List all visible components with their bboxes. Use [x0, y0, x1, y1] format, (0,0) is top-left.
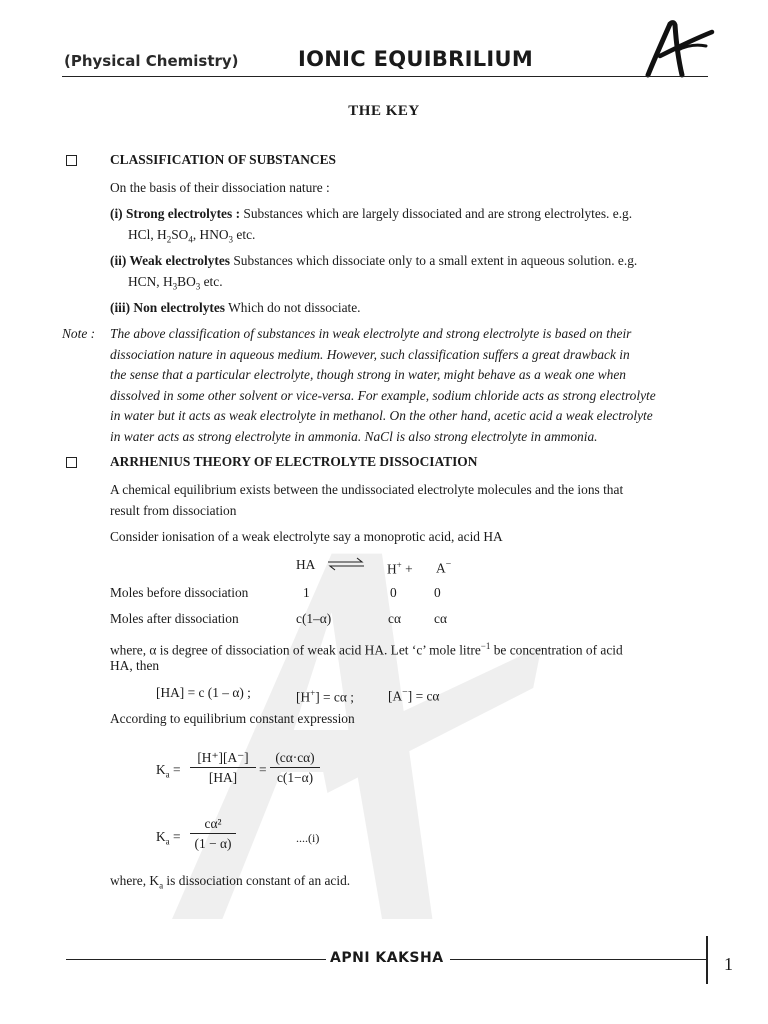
reactant-ha: HA [296, 557, 316, 572]
subscript: a [159, 880, 164, 891]
note-line: in water but it acts as weak electrolyte in methanol. On the other hand, acetic acid a weak electrolyte [110, 408, 653, 423]
conc-part: [H [296, 689, 311, 705]
fraction-denominator: (1 − α) [194, 836, 232, 851]
where-line [110, 637, 623, 659]
footer-vertical-rule [706, 936, 708, 984]
apni-kaksha-logo-icon [640, 20, 716, 78]
ka-symbol [156, 828, 181, 851]
strong-ex-part: SO [171, 227, 189, 242]
classification-intro: On the basis of their dissociation nature : [110, 180, 330, 195]
checkbox-bullet-icon [66, 155, 77, 166]
where-part: is dissociation constant of an acid. [163, 873, 351, 888]
fraction-ka-3 [190, 816, 236, 852]
fraction-denominator: c(1−α) [276, 770, 314, 785]
subscript: 3 [195, 281, 201, 292]
note-line: The above classification of substances in weak electrolyte and strong electrolyte is based on their [110, 326, 632, 341]
footer-divider [450, 959, 708, 960]
fraction-ka-2 [270, 750, 320, 786]
fraction-numerator: (cα·cα) [270, 750, 320, 768]
subscript: 3 [228, 234, 234, 245]
weak-label: (ii) Weak electrolytes [110, 253, 230, 268]
fraction-denominator: [HA] [208, 770, 238, 785]
subscript: a [165, 836, 170, 847]
row-label-before: Moles before dissociation [110, 585, 249, 600]
strong-ex-part: etc. [236, 227, 256, 242]
superscript: −1 [480, 641, 491, 651]
conc-part: [A [388, 688, 403, 704]
k-symbol: K [156, 829, 166, 844]
superscript: + [396, 560, 402, 570]
weak-ex-part: etc. [203, 274, 223, 289]
weak-electrolytes-line [110, 252, 637, 270]
note-label: Note : [62, 326, 96, 341]
fraction-ka-1 [190, 750, 256, 786]
value-cell: 0 [434, 585, 441, 600]
subscript: 2 [166, 234, 172, 245]
where-part: be concentration of acid [490, 642, 623, 658]
weak-ex-part: BO [177, 274, 196, 289]
note-line: dissociation nature in aqueous medium. However, such classification suffers a great drawback in [110, 347, 630, 362]
non-text: Which do not dissociate. [228, 300, 361, 315]
weak-ex-part: HCN, H [128, 274, 173, 289]
arrhenius-paragraph: A chemical equilibrium exists between the undissociated electrolyte molecules and the ions that [110, 482, 624, 497]
according-line: According to equilibrium constant expression [110, 711, 355, 726]
where-part: where, K [110, 873, 160, 888]
value-cell: cα [388, 611, 401, 626]
superscript: − [402, 687, 408, 698]
weak-text: Substances which dissociate only to a small extent in aqueous solution. e.g. [233, 253, 638, 268]
ka-symbol [156, 761, 181, 784]
arrhenius-paragraph: result from dissociation [110, 503, 237, 518]
value-cell: c(1–α) [296, 611, 332, 626]
equals-sign: = [173, 829, 181, 844]
value-cell: 1 [303, 585, 310, 600]
product-a-ion [436, 556, 451, 577]
fraction-numerator: cα² [190, 816, 236, 834]
note-line: the sense that a particular electrolyte, though strong in water, might behave as a weak one when [110, 367, 626, 382]
subject-label: (Physical Chemistry) [64, 52, 239, 70]
strong-examples [128, 226, 255, 249]
concentration-ha: [HA] = c (1 – α) ; [156, 685, 251, 700]
strong-text: Substances which are largely dissociated and are strong electrolytes. e.g. [243, 206, 633, 221]
equals-sign: = [259, 762, 267, 777]
where-part: where, α is degree of dissociation of weak acid HA. Let ‘c’ mole litre [110, 642, 481, 658]
equals-sign: = [173, 762, 181, 777]
section-heading-classification: CLASSIFICATION OF SUBSTANCES [110, 152, 336, 167]
product-h-ion [387, 556, 413, 578]
conc-part: ] = cα ; [315, 689, 354, 705]
superscript: + [310, 688, 316, 698]
strong-ex-part: HCl, H [128, 227, 167, 242]
strong-electrolytes-line [110, 205, 632, 223]
h-symbol: H [387, 561, 397, 577]
concentration-h [296, 684, 354, 706]
subscript: a [165, 769, 170, 780]
subscript: 4 [188, 234, 193, 245]
k-symbol: K [156, 762, 166, 777]
fraction-numerator: [H⁺][A⁻] [190, 750, 256, 768]
weak-examples [128, 273, 223, 296]
checkbox-bullet-icon [66, 457, 77, 468]
header-divider [62, 76, 708, 77]
equilibrium-arrow-icon [326, 557, 366, 571]
strong-label: (i) Strong electrolytes : [110, 206, 241, 221]
subscript: 3 [172, 281, 178, 292]
section-heading-arrhenius: ARRHENIUS THEORY OF ELECTROLYTE DISSOCIATION [110, 454, 478, 469]
non-electrolytes-line [110, 299, 361, 317]
value-cell: cα [434, 611, 447, 626]
footer-brand: APNI KAKSHA [330, 950, 444, 966]
where-line: HA, then [110, 658, 160, 673]
row-label-after: Moles after dissociation [110, 611, 239, 626]
plus-sign: + [405, 561, 413, 577]
page-title: IONIC EQUIBRILIUM [298, 47, 534, 71]
note-line: in water acts as strong electrolyte in ammonia. NaCl is also strong electrolyte in ammonia. [110, 429, 598, 444]
strong-ex-part: , HNO [192, 227, 229, 242]
non-label: (iii) Non electrolytes [110, 300, 226, 315]
where-ka-line [110, 872, 350, 895]
superscript: − [445, 559, 452, 570]
conc-part: ] = cα [407, 688, 440, 704]
note-line: dissolved in some other solvent or vice-versa. For example, sodium chloride acts as strong electrolyte [110, 388, 656, 403]
concentration-a [388, 684, 439, 705]
equation-reference: ....(i) [296, 831, 320, 845]
page-number: 1 [724, 954, 733, 974]
section-title: THE KEY [348, 103, 420, 119]
a-symbol: A [436, 560, 446, 576]
value-cell: 0 [390, 585, 397, 600]
ionisation-intro: Consider ionisation of a weak electrolyte say a monoprotic acid, acid HA [110, 529, 503, 544]
footer-divider [66, 959, 326, 960]
